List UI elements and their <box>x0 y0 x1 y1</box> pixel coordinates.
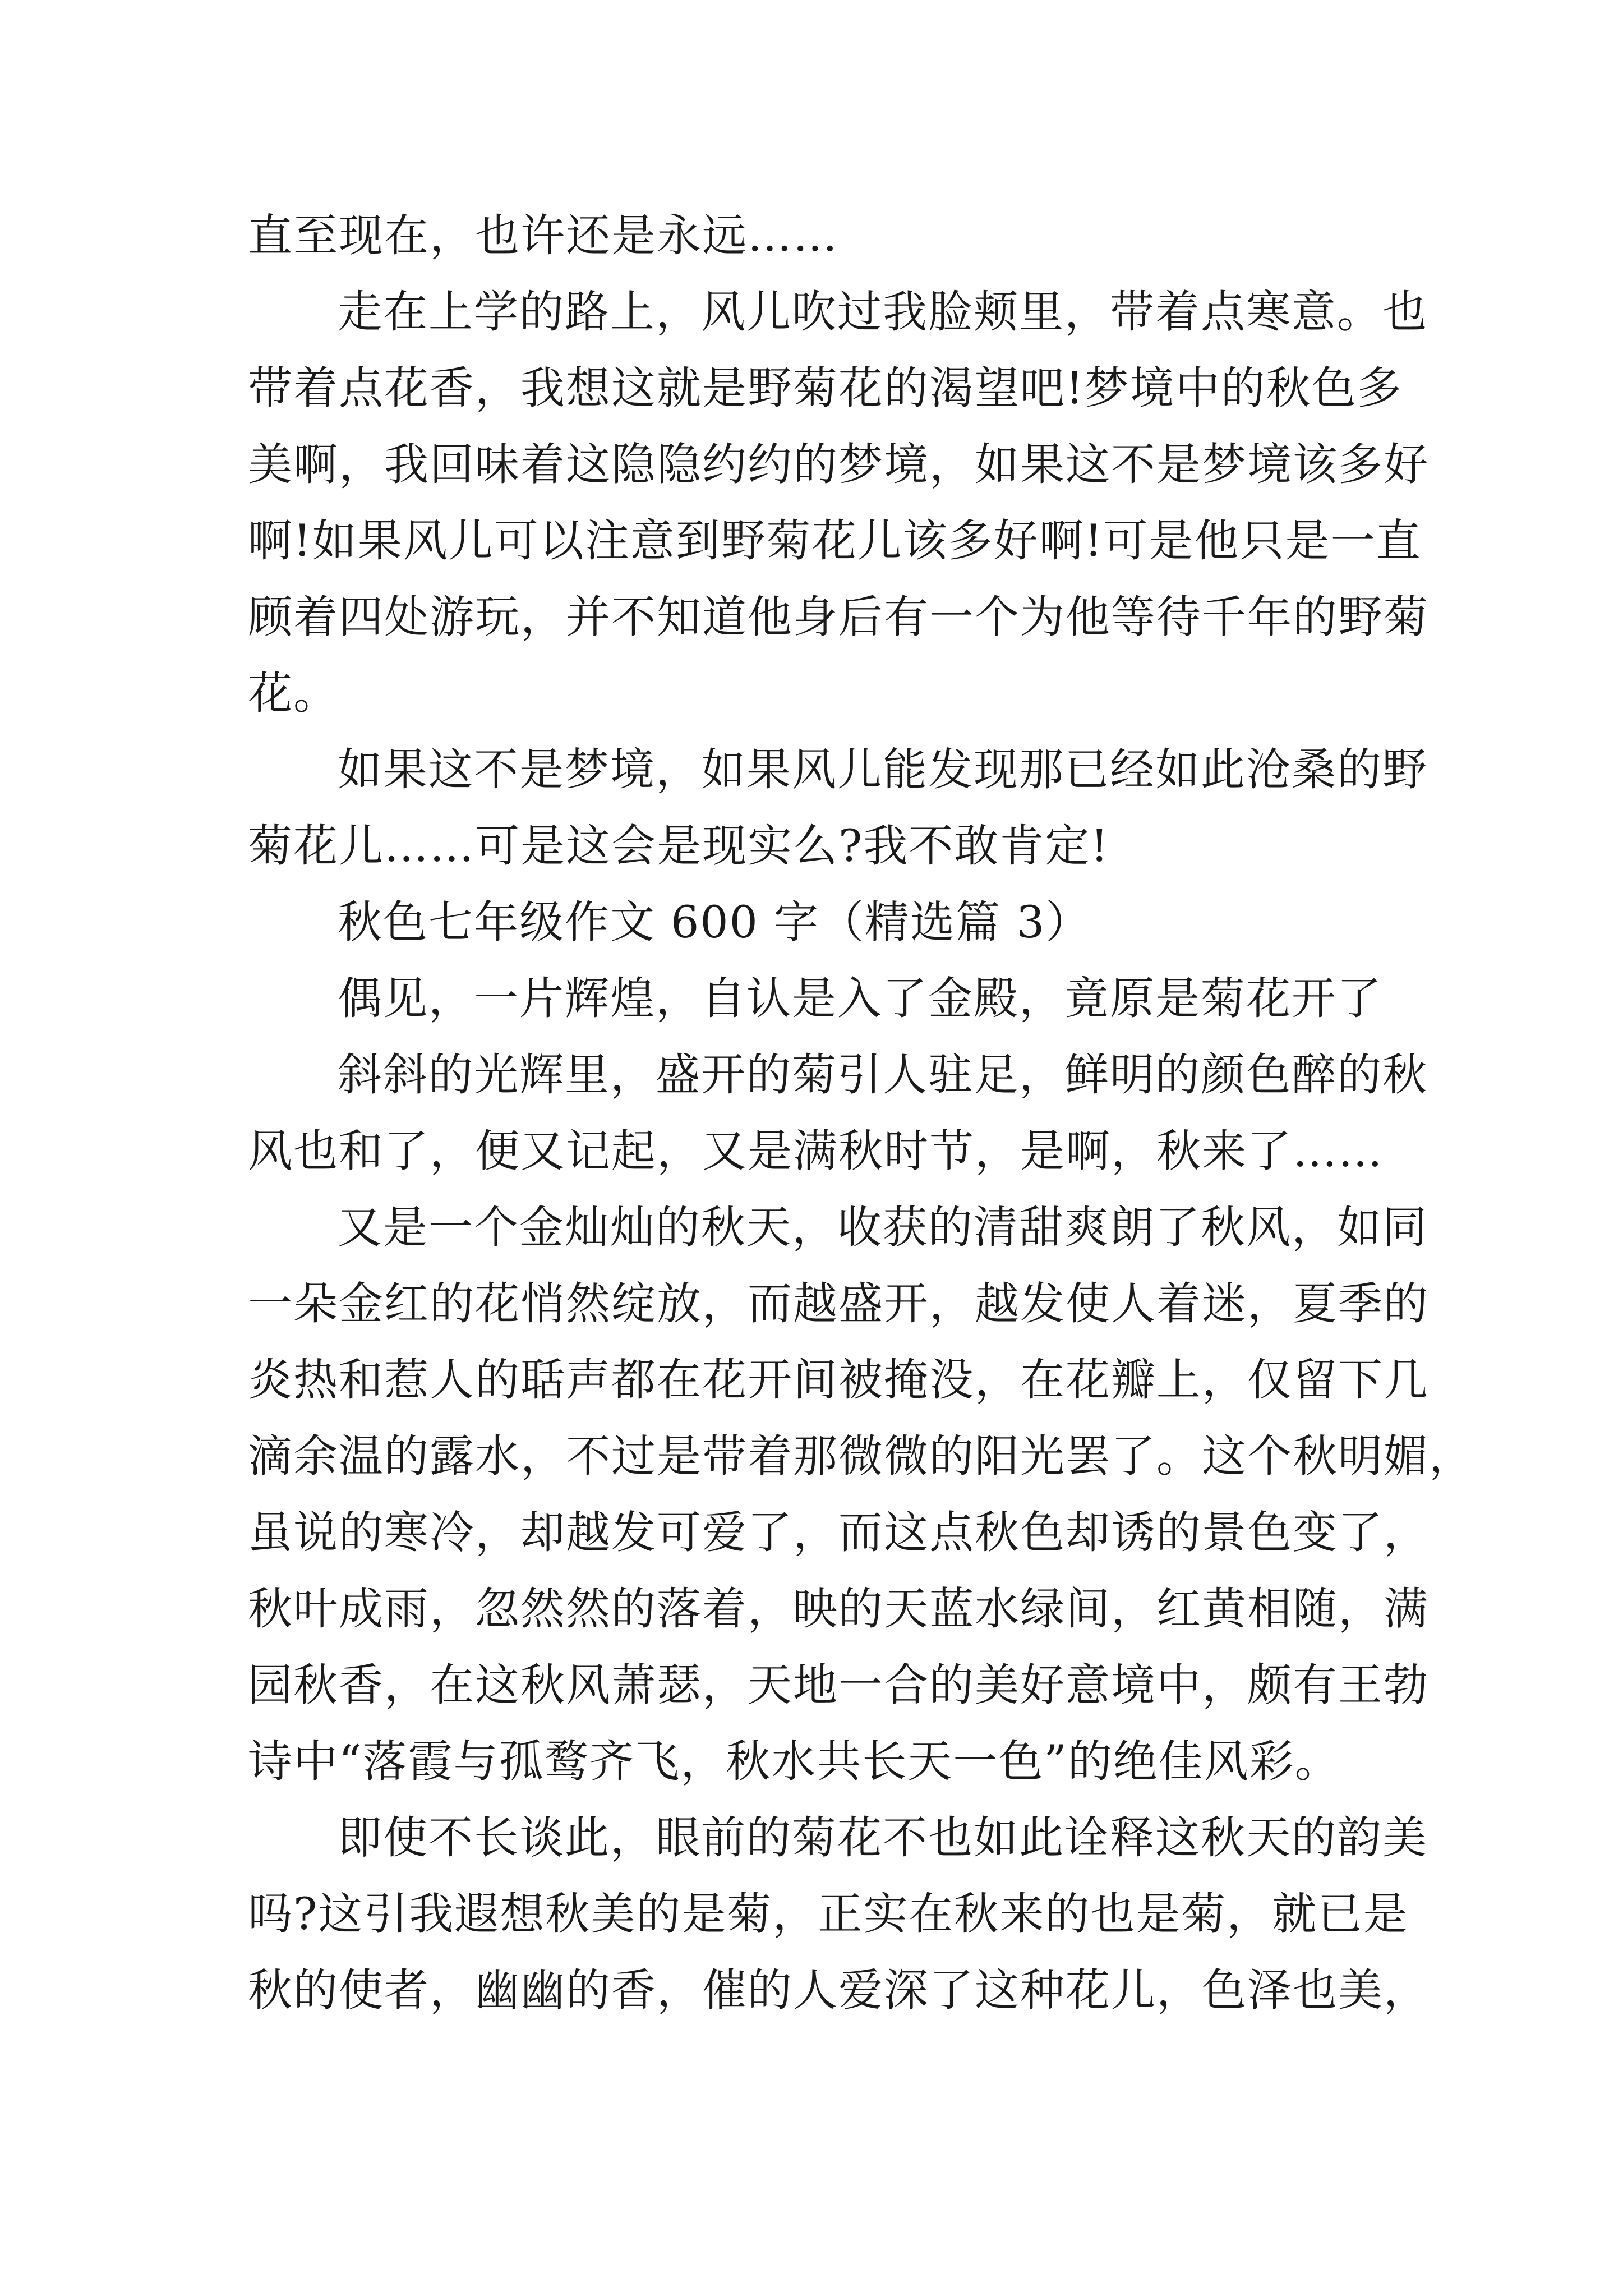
text-line: 炎热和惹人的聒声都在花开间被掩没，在花瓣上，仅留下几 <box>248 1354 1429 1406</box>
text-line: 菊花儿……可是这会是现实么?我不敢肯定! <box>248 820 1110 872</box>
paragraph-start-line: 如果这不是梦境，如果风儿能发现那已经如此沧桑的野 <box>338 744 1428 795</box>
text-line: 秋叶成雨，忽然然的落着，映的天蓝水绿间，红黄相随，满 <box>248 1583 1429 1635</box>
section-heading: 秋色七年级作文 600 字（精选篇 3） <box>338 896 1091 948</box>
text-line: 带着点花香，我想这就是野菊花的渴望吧!梦境中的秋色多 <box>248 362 1403 414</box>
text-line: 滴余温的露水，不过是带着那微微的阳光罢了。这个秋明媚， <box>248 1430 1474 1482</box>
text-line: 吗?这引我遐想秋美的是菊，正实在秋来的也是菊，就已是 <box>248 1888 1409 1940</box>
paragraph-start-line: 又是一个金灿灿的秋天，收获的清甜爽朗了秋风，如同 <box>338 1202 1428 1253</box>
text-line: 一朵金红的花悄然绽放，而越盛开，越发使人着迷，夏季的 <box>248 1278 1429 1329</box>
text-line: 虽说的寒冷，却越发可爱了，而这点秋色却诱的景色变了， <box>248 1507 1429 1558</box>
text-line: 园秋香，在这秋风萧瑟，天地一合的美好意境中，颇有王勃 <box>248 1659 1429 1711</box>
text-line: 花。 <box>248 668 339 719</box>
text-line: 啊!如果风儿可以注意到野菊花儿该多好啊!可是他只是一直 <box>248 515 1422 567</box>
document-body <box>248 197 1474 2028</box>
text-line: 风也和了，便又记起，又是满秋时节，是啊，秋来了…… <box>248 1125 1384 1177</box>
paragraph-start-line: 走在上学的路上，风儿吹过我脸颊里，带着点寒意。也 <box>338 286 1428 338</box>
paragraph-start-line: 斜斜的光辉里，盛开的菊引人驻足，鲜明的颜色醉的秋 <box>338 1049 1428 1101</box>
text-line: 顾着四处游玩，并不知道他身后有一个为他等待千年的野菊 <box>248 591 1429 643</box>
text-line: 直至现在，也许还是永远…… <box>248 210 838 261</box>
text-line: 美啊，我回味着这隐隐约约的梦境，如果这不是梦境该多好 <box>248 439 1429 490</box>
text-line: 秋的使者，幽幽的香，催的人爱深了这种花儿，色泽也美， <box>248 1964 1429 2016</box>
text-line: 诗中“落霞与孤鹜齐飞，秋水共长天一色”的绝佳风彩。 <box>248 1736 1340 1787</box>
paragraph-start-line: 偶见，一片辉煌，自认是入了金殿，竟原是菊花开了 <box>338 973 1382 1024</box>
paragraph-start-line: 即使不长谈此，眼前的菊花不也如此诠释这秋天的韵美 <box>338 1812 1428 1864</box>
